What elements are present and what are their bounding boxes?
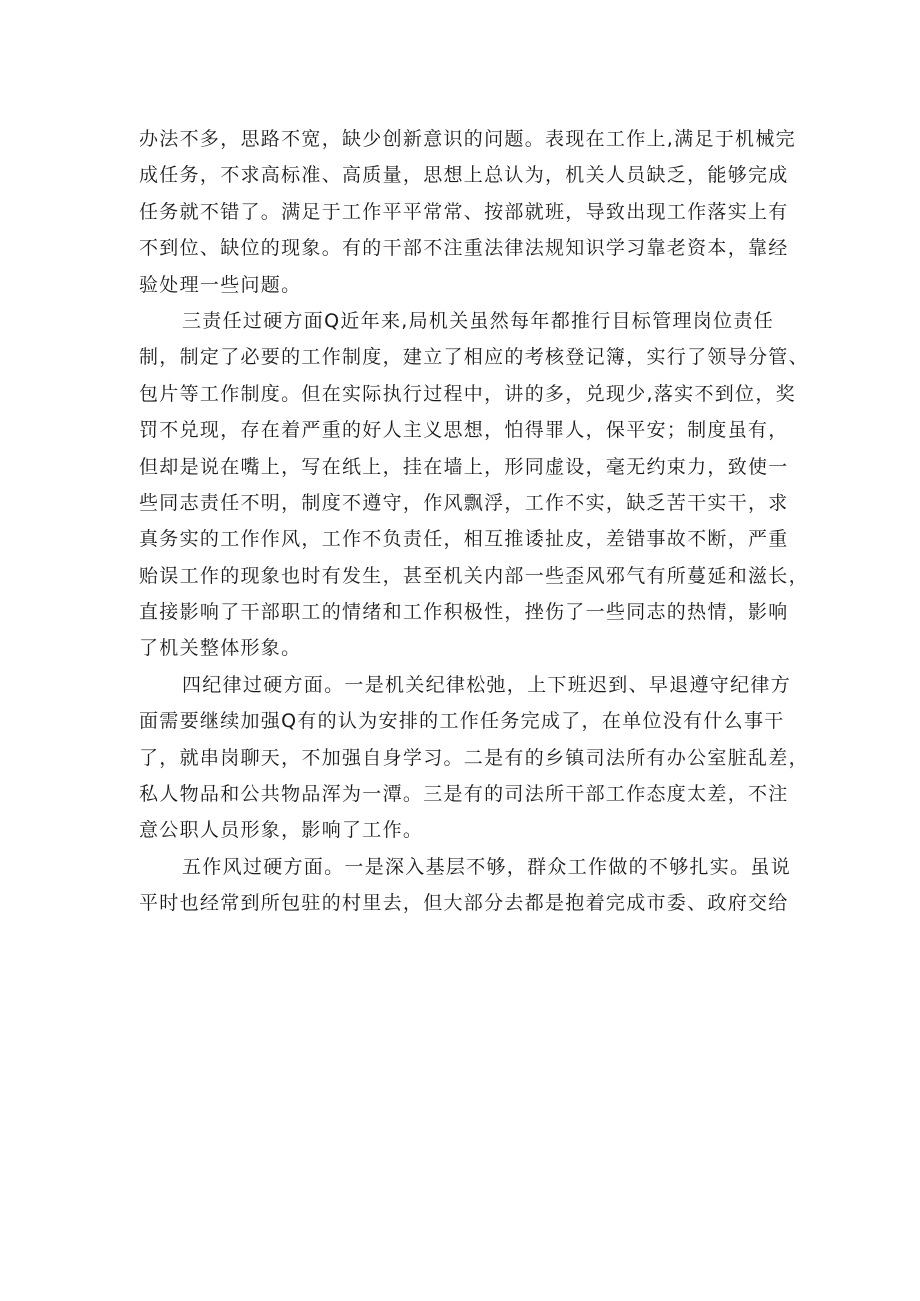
- paragraph-2-line-8: 贻误工作的现象也时有发生，甚至机关内部一些歪风邪气有所蔓延和滋长，: [139, 564, 809, 587]
- paragraph-2-line-7: 真务实的工作作风，工作不负责任，相互推诿扯皮，差错事故不断，严重: [139, 528, 789, 551]
- body-text: [139, 121, 809, 922]
- paragraph-3-line-2: 面需要继续加强Q有的认为安排的工作任务完成了，在单位没有什么事干: [139, 710, 785, 733]
- paragraph-1-line-4: 不到位、缺位的现象。有的干部不注重法律法规知识学习靠老资本，靠经: [139, 237, 789, 260]
- paragraph-2-line-2: 制，制定了必要的工作制度，建立了相应的考核登记簿，实行了领导分管、: [139, 346, 809, 369]
- paragraph-1-line-2: 成任务，不求高标准、高质量，思想上总认为，机关人员缺乏，能够完成: [139, 164, 789, 187]
- paragraph-2-line-5: 但却是说在嘴上，写在纸上，挂在墙上，形同虚设，毫无约束力，致使一: [139, 455, 789, 478]
- paragraph-4-line-1: 五作风过硬方面。一是深入基层不够，群众工作做的不够扎实。虽说: [182, 855, 792, 878]
- paragraph-2-line-10: 了机关整体形象。: [139, 637, 302, 660]
- paragraph-3-line-5: 意公职人员形象，影响了工作。: [139, 819, 424, 842]
- paragraph-3-line-4: 私人物品和公共物品浑为一潭。三是有的司法所干部工作态度太差，不注: [139, 783, 789, 806]
- paragraph-2-line-4: 罚不兑现，存在着严重的好人主义思想，怕得罪人，保平安；制度虽有，: [139, 419, 789, 442]
- paragraph-2-line-9: 直接影响了干部职工的情绪和工作积极性，挫伤了一些同志的热情，影响: [139, 601, 789, 624]
- paragraph-2-line-6: 些同志责任不明，制度不遵守，作风飘浮，工作不实，缺乏苦干实干，求: [139, 491, 789, 514]
- paragraph-3-line-1: 四纪律过硬方面。一是机关纪律松弛，上下班迟到、早退遵守纪律方: [182, 673, 792, 696]
- paragraph-3-line-3: 了，就串岗聊天，不加强自身学习。二是有的乡镇司法所有办公室脏乱差，: [139, 746, 809, 769]
- paragraph-2-line-1: 三责任过硬方面Q近年来,局机关虽然每年都推行目标管理岗位责任: [182, 309, 774, 332]
- paragraph-1-line-3: 任务就不错了。满足于工作平平常常、按部就班，导致出现工作落实上有: [139, 200, 789, 223]
- paragraph-2-line-3: 包片等工作制度。但在实际执行过程中，讲的多，兑现少,落实不到位，奖: [139, 382, 796, 405]
- paragraph-1-line-1: 办法不多，思路不宽，缺少创新意识的问题。表现在工作上,满足于机械完: [139, 128, 796, 150]
- paragraph-4-line-2: 平时也经常到所包驻的村里去，但大部分去都是抱着完成市委、政府交给: [139, 892, 789, 915]
- paragraph-1-line-5: 验处理一些问题。: [139, 273, 302, 296]
